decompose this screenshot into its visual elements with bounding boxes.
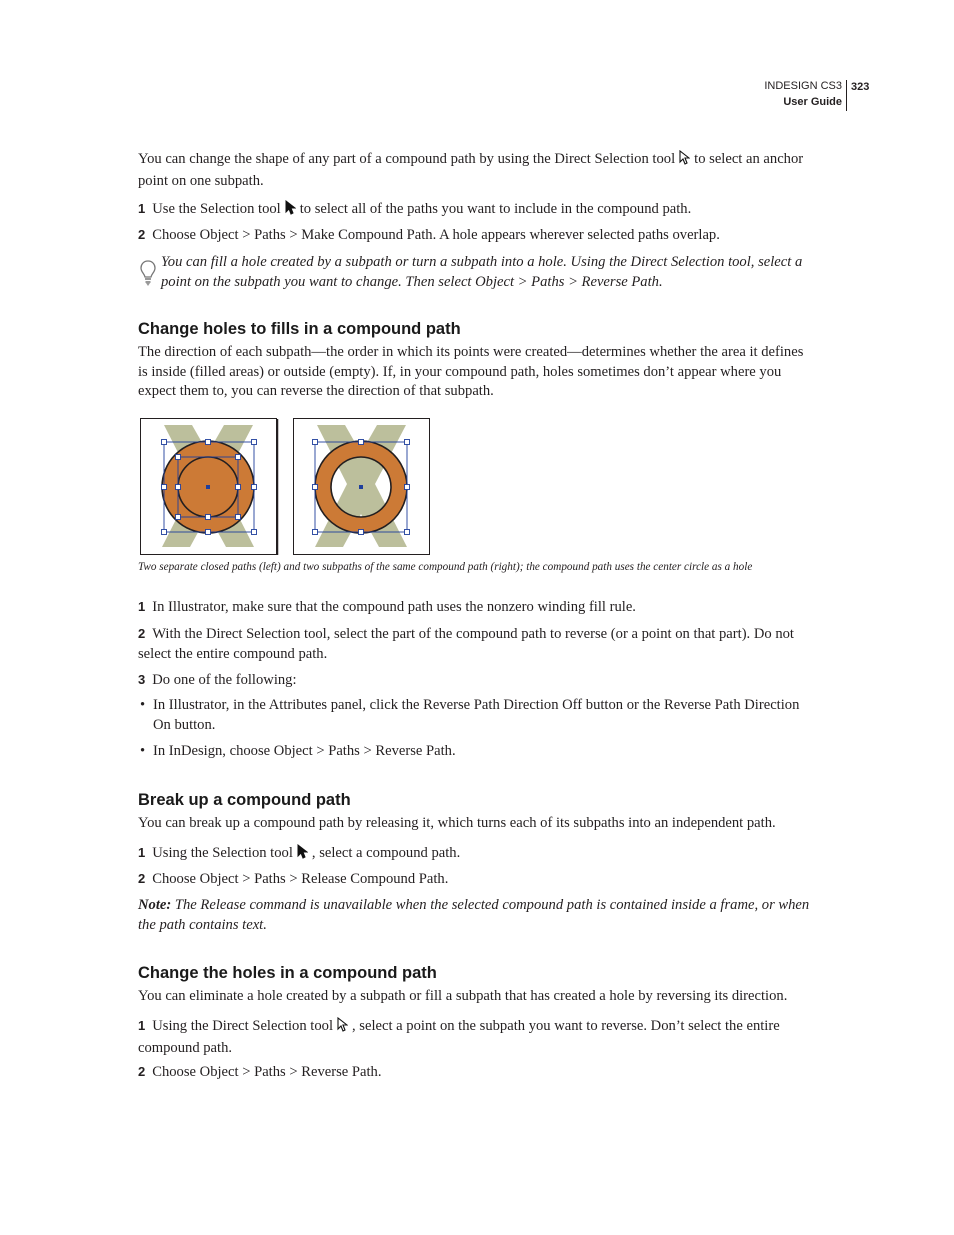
bullet-item: • In Illustrator, in the Attributes panel, click the Reverse Path Direction Off button or the Reverse Path Direction On button.	[140, 697, 800, 733]
step-a-1: 1 Use the Selection tool to select all of the paths you want to include in the compound path.	[138, 199, 814, 222]
note-label: Note:	[138, 897, 172, 913]
step-b-3: 3 Do one of the following:	[138, 672, 297, 688]
header-product: INDESIGN CS3	[764, 80, 842, 92]
figure-compound-path	[293, 418, 432, 561]
lightbulb-tip-icon	[139, 259, 157, 292]
step-c-1: 1 Using the Selection tool , select a compound path.	[138, 843, 814, 866]
selection-tool-icon	[297, 844, 308, 866]
step-b-1: 1 In Illustrator, make sure that the compound path uses the nonzero winding fill rule.	[138, 599, 636, 615]
direct-selection-tool-icon	[679, 150, 690, 172]
tip-text: You can fill a hole created by a subpath or turn a subpath into a hole. Using the Direct Selection tool, select a point on the subpath you want to change. Then select Object > Paths > Reverse Path.	[161, 254, 803, 290]
intro-text-2: to select an anchor point on one subpath.	[138, 151, 804, 189]
header-guide: User Guide	[783, 96, 842, 108]
figure-separate-paths	[140, 418, 279, 561]
section2-paragraph: You can break up a compound path by releasing it, which turns each of its subpaths into an independent path.	[138, 815, 776, 831]
direct-selection-tool-icon	[337, 1017, 348, 1039]
figure-caption: Two separate closed paths (left) and two subpaths of the same compound path (right); the compound path uses the center circle as a hole	[138, 561, 753, 573]
page-number: 323	[851, 81, 870, 93]
note-text: The Release command is unavailable when the selected compound path is contained inside a frame, or when the path contains text.	[138, 897, 810, 933]
step-d-1: 1 Using the Direct Selection tool , select a point on the subpath you want to reverse. Don’t select the entire compound path.	[138, 1018, 780, 1056]
step-b-2: 2 With the Direct Selection tool, select the part of the compound path to reverse (or a point on that part). Do not select the entire compound path.	[138, 626, 794, 662]
section1-paragraph: The direction of each subpath—the order in which its points were created—determines whether the area it defines is inside (filled areas) or outside (empty). If, in your compound path, holes sometimes don’t appear where you expect them to, you can reverse the direction of that subpath.	[138, 344, 804, 399]
running-header	[764, 78, 842, 110]
step-a-2: 2 Choose Object > Paths > Make Compound Path. A hole appears wherever selected paths overlap.	[138, 227, 720, 243]
section3-paragraph: You can eliminate a hole created by a subpath or fill a subpath that has created a hole by reversing its direction.	[138, 988, 788, 1004]
header-divider	[846, 80, 847, 111]
intro-text-1: You can change the shape of any part of a compound path by using the Direct Selection tool	[138, 151, 676, 167]
intro-paragraph	[138, 150, 814, 191]
bullet-item: • In InDesign, choose Object > Paths > Reverse Path.	[140, 743, 456, 759]
step-c-2: 2 Choose Object > Paths > Release Compound Path.	[138, 871, 449, 887]
selection-tool-icon	[285, 200, 296, 222]
section-heading-change-holes: Change the holes in a compound path	[138, 964, 437, 982]
step-d-2: 2 Choose Object > Paths > Reverse Path.	[138, 1064, 382, 1080]
section-heading-break-up: Break up a compound path	[138, 791, 351, 809]
section-heading-holes-to-fills: Change holes to fills in a compound path	[138, 320, 461, 338]
note-paragraph	[138, 896, 814, 935]
